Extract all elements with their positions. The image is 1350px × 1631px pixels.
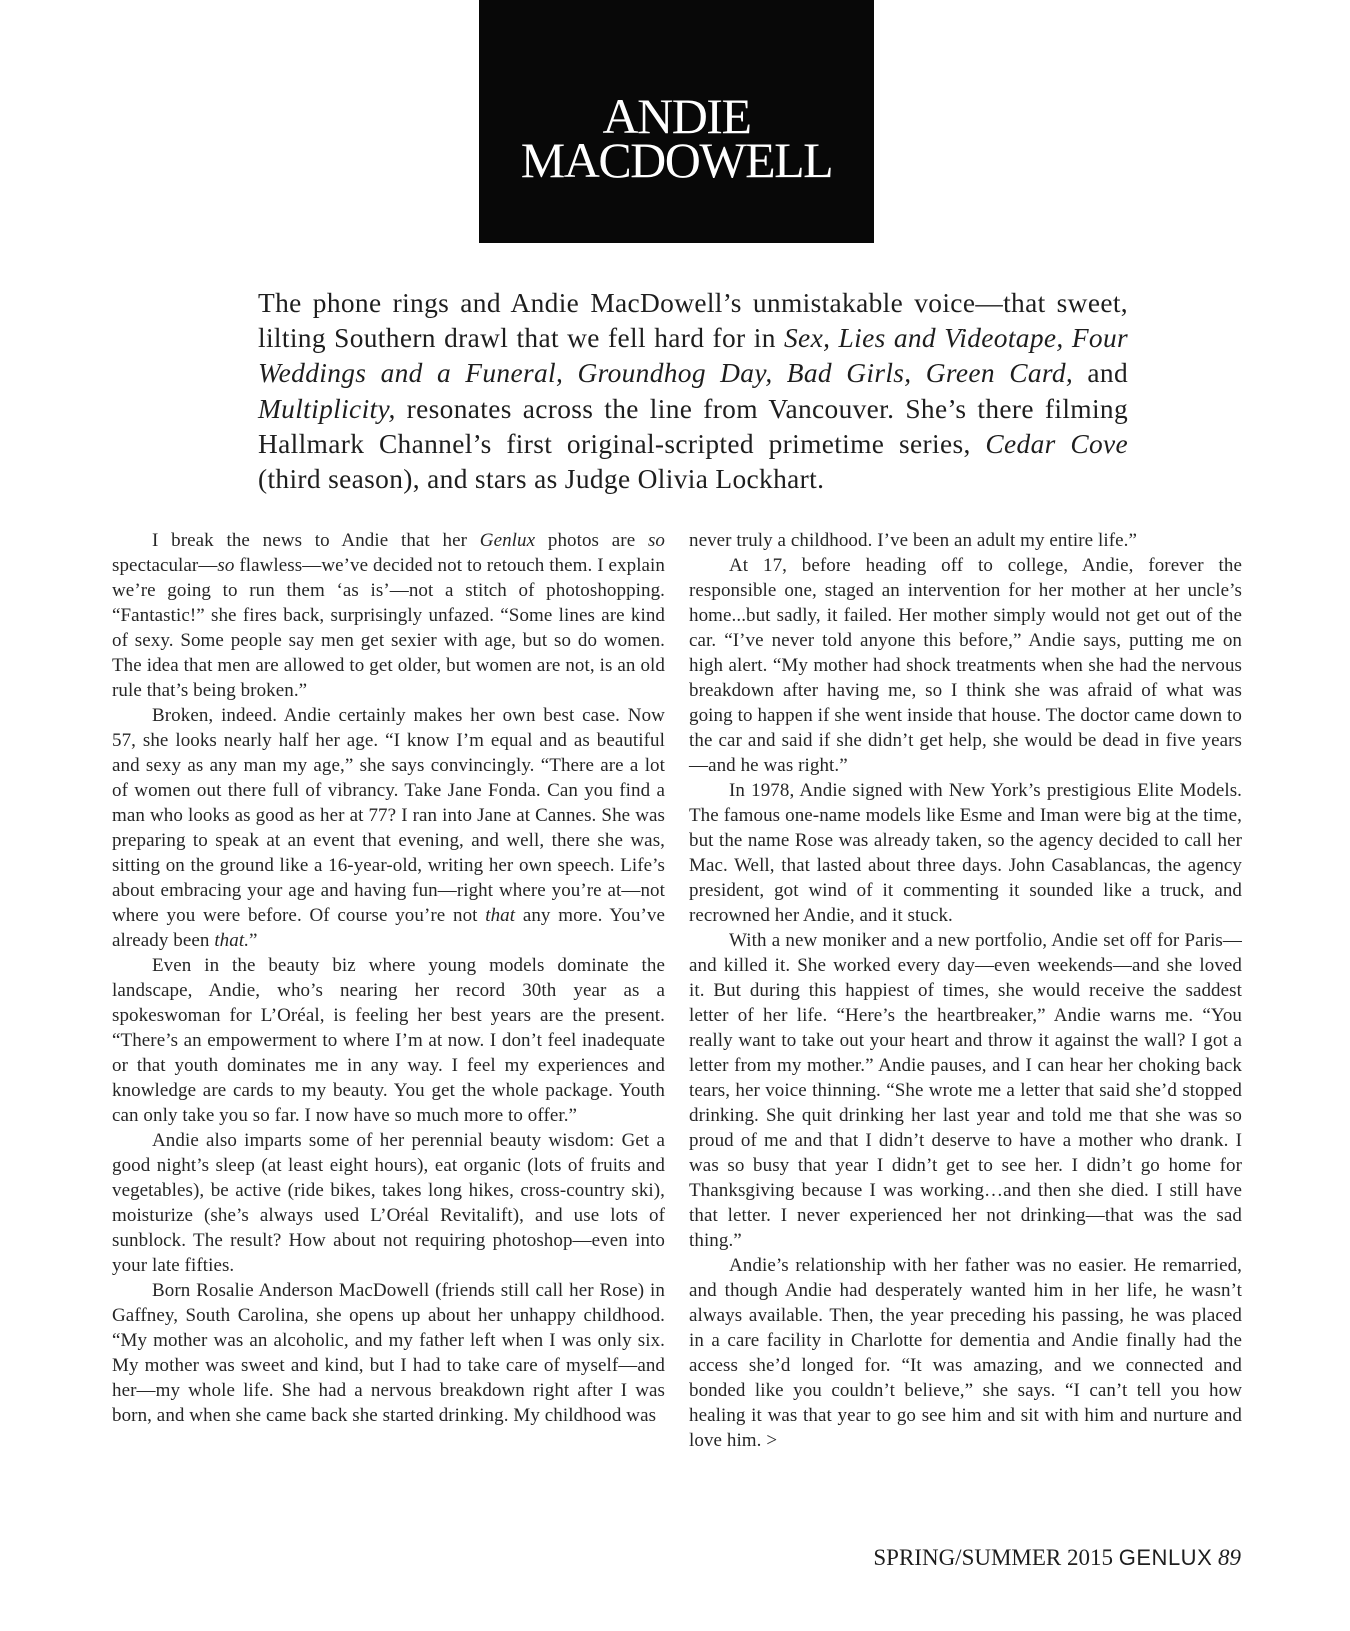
intro-series: Cedar Cove bbox=[985, 428, 1128, 459]
right-paragraph-continued: never truly a childhood. I’ve been an adult my entire life.” bbox=[689, 530, 1137, 551]
text-run: flawless—we’ve decided not to retouch them. I explain we’re going to run them ‘as is’—not a stitch of photoshopping. “Fantastic!” she fires back, surprisingly unfazed. “Some lines are kind of sexy. Some people say men get sexier with age, but so do women. The idea that men are allowed to get older, but women are not, is an old rule that’s being broken.” bbox=[112, 555, 665, 701]
title-block bbox=[479, 0, 874, 243]
emphasis: so bbox=[647, 530, 666, 551]
issue-label: SPRING/SUMMER 2015 bbox=[873, 1545, 1114, 1570]
right-paragraph-1: At 17, before heading off to college, Andie, forever the responsible one, staged an intervention for her mother at her uncle’s home...but sadly, it failed. Her mother simply would not get out of the car. “I’ve never told anyone this before,” Andie says, putting me on high alert. “My mother had shock treatments when she had the nervous breakdown after having me, so I think she was afraid of what was going to happen if she went inside that house. The doctor came down to the car and said if she didn’t get help, she would be dead in five years—and he was right.” bbox=[689, 555, 1242, 776]
text-run: spectacular— bbox=[112, 555, 218, 576]
text-run: photos are bbox=[535, 530, 648, 551]
text-run: Broken, indeed. Andie certainly makes her own best case. Now 57, she looks nearly half her age. “I know I’m equal and as beautiful and sexy as any man my age,” she says convincingly. “There are a lot of women out there full of vibrancy. Take Jane Fonda. Can you find a man who looks as good as her at 77? I ran into Jane at Cannes. She was preparing to speak at an event that evening, and well, there she was, sitting on the ground like a 16-year-old, writing her own speech. Life’s about embracing your age and having fun—right where you’re at—not where you were before. Of course you’re not bbox=[112, 705, 665, 926]
left-column bbox=[112, 528, 665, 1428]
emphasis: that bbox=[485, 905, 516, 926]
right-paragraph-2: In 1978, Andie signed with New York’s prestigious Elite Models. The famous one-name models like Esme and Iman were big at the time, but the name Rose was already taken, so the agency decided to call her Mac. Well, that lasted about three days. John Casablancas, the agency president, got wind of it commenting it sounded like a truck, and recrowned her Andie, and it stuck. bbox=[689, 780, 1242, 926]
page-number: 89 bbox=[1218, 1545, 1241, 1570]
title-first-name: ANDIE bbox=[602, 87, 751, 144]
intro-films-2: Multiplicity, bbox=[258, 393, 396, 424]
emphasis: that. bbox=[214, 930, 250, 951]
right-column bbox=[689, 528, 1242, 1453]
emphasis: so bbox=[217, 555, 235, 576]
intro-paragraph bbox=[258, 286, 1128, 497]
title-last-name: MACDOWELL bbox=[520, 131, 833, 188]
right-paragraph-3: With a new moniker and a new portfolio, Andie set off for Paris—and killed it. She worked every day—even weekends—and she loved it. But during this happiest of times, she would receive the saddest letter of her life. “Here’s the heartbreaker,” Andie warns me. “You really want to take out your heart and throw it against the wall? I got a letter from my mother.” Andie pauses, and I can hear her choking back tears, her voice thinning. “She wrote me a letter that said she’d stopped drinking. She quit drinking her last year and told me that she was so proud of me and that I didn’t deserve to have a mother who drank. I was so busy that year I didn’t get to see her. I didn’t go home for Thanksgiving because I was working…and then she died. I still have that letter. I never experienced her not drinking—that was the sad thing.” bbox=[689, 930, 1242, 1251]
left-paragraph-3: Even in the beauty biz where young models dominate the landscape, Andie, who’s nearing her record 30th year as a spokeswoman for L’Oréal, is feeling her best years are the present. “There’s an empowerment to where I’m at now. I don’t feel inadequate or that youth dominates me in any way. I feel my experiences and knowledge are cards to my beauty. You get the whole package. Youth can only take you so far. I now have so much more to offer.” bbox=[112, 955, 665, 1126]
text-run: ” bbox=[249, 930, 258, 951]
intro-text-3: resonates across the line from Vancouver. She’s there filming Hallmark Channel’s first original-scripted primetime series, bbox=[258, 393, 1128, 459]
left-paragraph-4: Andie also imparts some of her perennial beauty wisdom: Get a good night’s sleep (at least eight hours), eat organic (lots of fruits and vegetables), be active (ride bikes, takes long hikes, cross-country ski), moisturize (she’s always used L’Oréal Revitalift), and use lots of sunblock. The result? How about not requiring photoshop—even into your late fifties. bbox=[112, 1130, 665, 1276]
intro-text-1: The phone rings and Andie MacDowell’s unmistakable voice—that sweet, lilting Southern drawl that we fell hard for in bbox=[258, 288, 1128, 354]
intro-text-4: (third season), and stars as Judge Olivia Lockhart. bbox=[258, 464, 825, 495]
magazine-brand: GENLUX bbox=[1118, 1545, 1213, 1570]
left-paragraph-1 bbox=[112, 528, 665, 703]
left-paragraph-5: Born Rosalie Anderson MacDowell (friends still call her Rose) in Gaffney, South Carolina, she opens up about her unhappy childhood. “My mother was an alcoholic, and my father left when I was only six. My mother was sweet and kind, but I had to take care of myself—and her—my whole life. She had a nervous breakdown right after I was born, and when she came back she started drinking. My childhood was bbox=[112, 1280, 665, 1426]
text-run: any more. You’ve already been bbox=[112, 905, 665, 951]
intro-text-2: and bbox=[1073, 358, 1128, 389]
intro-films-1: Sex, Lies and Videotape, Four Weddings and a Funeral, Groundhog Day, Bad Girls, Green Card, bbox=[258, 323, 1128, 389]
left-paragraph-2 bbox=[112, 703, 665, 953]
magazine-name: Genlux bbox=[479, 530, 536, 551]
right-paragraph-4: Andie’s relationship with her father was no easier. He remarried, and though Andie had desperately wanted him in her life, he wasn’t always available. Then, the year preceding his passing, he was placed in a care facility in Charlotte for dementia and Andie finally had the access she’d longed for. “It was amazing, and we connected and bonded like you couldn’t believe,” she says. “I can’t tell you how healing it was that year to go see him and sit with him and nurture and love him. > bbox=[689, 1255, 1242, 1451]
page-footer bbox=[864, 1545, 1241, 1571]
text-run: I break the news to Andie that her bbox=[152, 530, 480, 551]
